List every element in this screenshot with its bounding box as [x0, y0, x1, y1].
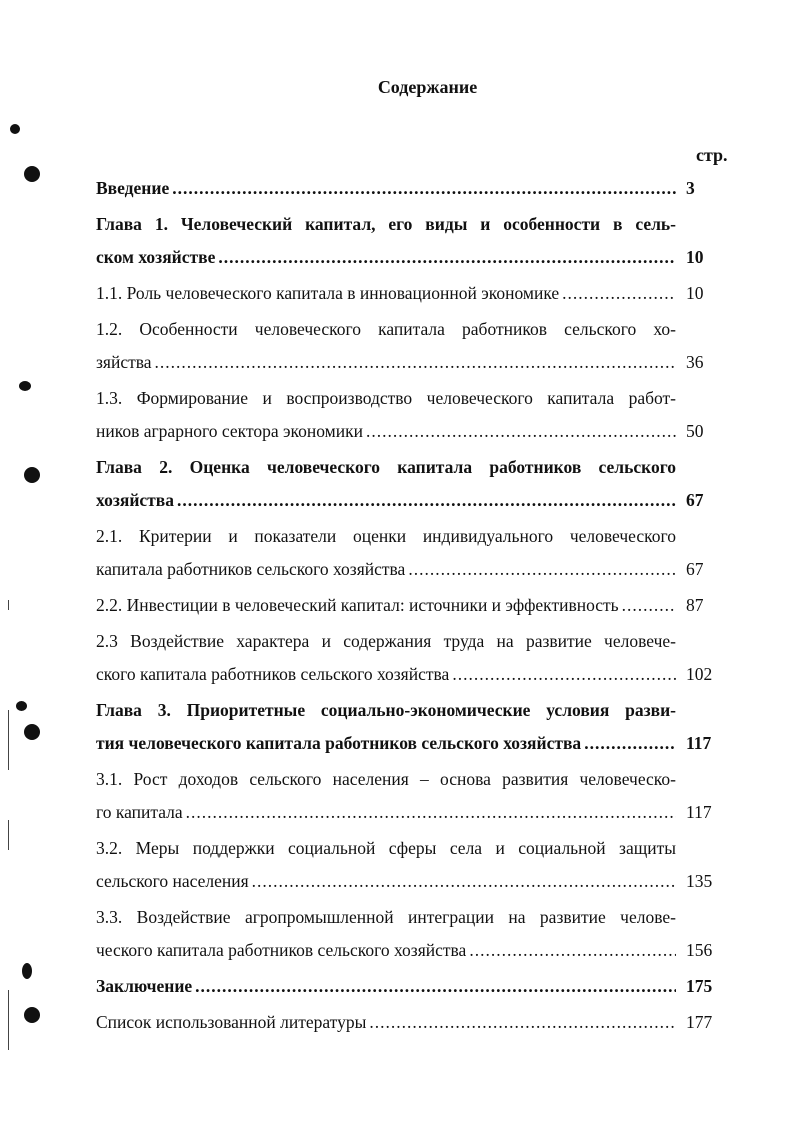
binder-hole-mark — [10, 124, 20, 134]
scan-edge-line — [8, 820, 9, 850]
toc-entry — [96, 901, 726, 967]
toc-entry-line: 3.3. Воздействие агропромышленной интеграции на развитие челове- — [96, 907, 676, 927]
binder-hole-mark — [24, 724, 40, 740]
toc-entry-last-line — [96, 1006, 726, 1039]
toc-entry-text: сельского населения — [96, 871, 249, 891]
toc-entry-line: Глава 1. Человеческий капитал, его виды и особенности в сель- — [96, 214, 676, 234]
toc-entry-last-line — [96, 241, 726, 274]
toc-dot-leader — [366, 415, 676, 448]
toc-dot-leader — [218, 241, 676, 274]
toc-entry-text: тия человеческого капитала работников сельского хозяйства — [96, 733, 582, 753]
toc-entry — [96, 451, 726, 517]
toc-page-number: 102 — [686, 664, 713, 684]
toc-entry — [96, 208, 726, 274]
toc-dot-leader — [562, 277, 676, 310]
toc-entry — [96, 172, 726, 205]
toc-entry-last-line — [96, 589, 726, 622]
toc-entry — [96, 589, 726, 622]
toc-dot-leader — [469, 934, 676, 967]
toc-page-number: 10 — [686, 247, 704, 267]
toc-entry-last-line — [96, 553, 726, 586]
toc-entry — [96, 763, 726, 829]
toc-dot-leader — [155, 346, 676, 379]
toc-dot-leader — [195, 970, 676, 1003]
toc-entry-last-line — [96, 346, 726, 379]
toc-page-number: 10 — [686, 283, 704, 303]
toc-entry-last-line — [96, 277, 726, 310]
toc-entry-text: ников аграрного сектора экономики — [96, 421, 363, 441]
toc-entry-text: 1.1. Роль человеческого капитала в инновационной экономике — [96, 283, 560, 303]
toc-page-number: 135 — [686, 871, 713, 891]
toc-page-number: 3 — [686, 178, 695, 198]
binder-hole-mark — [24, 166, 40, 182]
toc-entry-last-line — [96, 796, 726, 829]
toc-entry-last-line — [96, 172, 726, 205]
toc-entry — [96, 625, 726, 691]
toc-entry — [96, 970, 726, 1003]
toc-dot-leader — [369, 1006, 676, 1039]
toc-entry-text: го капитала — [96, 802, 183, 822]
toc-entry-line: 2.3 Воздействие характера и содержания труда на развитие человече- — [96, 631, 676, 651]
toc-page-number: 177 — [686, 1012, 713, 1032]
toc-entry-line: 2.1. Критерии и показатели оценки индивидуального человеческого — [96, 526, 676, 546]
scan-edge-line — [8, 600, 9, 610]
toc-entry-text: хозяйства — [96, 490, 174, 510]
toc-page-number: 117 — [686, 733, 712, 753]
toc-entry-line: Глава 2. Оценка человеческого капитала работников сельского — [96, 457, 676, 477]
toc-entry-last-line — [96, 484, 726, 517]
toc-entry-line: Глава 3. Приоритетные социально-экономические условия разви- — [96, 700, 676, 720]
toc-entry-text: ческого капитала работников сельского хозяйства — [96, 940, 467, 960]
toc-page-number: 87 — [686, 595, 704, 615]
toc-dot-leader — [186, 796, 676, 829]
toc-entry-text: зяйства — [96, 352, 152, 372]
toc-entry-line: 3.2. Меры поддержки социальной сферы села и социальной защиты — [96, 838, 676, 858]
toc-entry — [96, 520, 726, 586]
toc-entry — [96, 832, 726, 898]
toc-page-number: 67 — [686, 490, 704, 510]
toc-dot-leader — [452, 658, 676, 691]
toc-entry-text: Список использованной литературы — [96, 1012, 367, 1032]
toc-entry — [96, 694, 726, 760]
toc-entry-line: 3.1. Рост доходов сельского населения – основа развития человеческо- — [96, 769, 676, 789]
scan-edge-line — [8, 710, 9, 770]
binder-hole-mark — [19, 381, 31, 391]
toc-dot-leader — [172, 172, 676, 205]
toc-entry-last-line — [96, 865, 726, 898]
toc-page-number: 156 — [686, 940, 713, 960]
toc-page-number: 36 — [686, 352, 704, 372]
toc-entry-line: 1.3. Формирование и воспроизводство человеческого капитала работ- — [96, 388, 676, 408]
toc-dot-leader — [622, 589, 676, 622]
binder-hole-mark — [16, 701, 27, 711]
toc-entry — [96, 382, 726, 448]
toc-entry-last-line — [96, 934, 726, 967]
scan-edge-line — [8, 990, 9, 1050]
toc-dot-leader — [408, 553, 676, 586]
toc-entry-text: Заключение — [96, 976, 193, 996]
toc-page-number: 67 — [686, 559, 704, 579]
toc-entry-line: 1.2. Особенности человеческого капитала работников сельского хо- — [96, 319, 676, 339]
toc-entry-text: 2.2. Инвестиции в человеческий капитал: источники и эффективность — [96, 595, 619, 615]
toc-entry-last-line — [96, 658, 726, 691]
toc-entry-last-line — [96, 727, 726, 760]
toc-entry-text: ском хозяйстве — [96, 247, 216, 267]
page-column-label: стр. — [696, 145, 728, 165]
toc-page-number: 117 — [686, 802, 712, 822]
toc-entry — [96, 277, 726, 310]
toc-page-number: 50 — [686, 421, 704, 441]
toc-entry-last-line — [96, 970, 726, 1003]
toc-entry-text: ского капитала работников сельского хозяйства — [96, 664, 450, 684]
toc-entry-last-line — [96, 415, 726, 448]
toc-dot-leader — [584, 727, 676, 760]
binder-hole-mark — [24, 1007, 40, 1023]
toc-page-number: 175 — [686, 976, 713, 996]
toc-dot-leader — [177, 484, 676, 517]
toc-entry — [96, 313, 726, 379]
binder-hole-mark — [22, 963, 32, 979]
toc-entry-text: Введение — [96, 178, 170, 198]
page-title: Содержание — [377, 77, 478, 97]
binder-hole-mark — [24, 467, 40, 483]
toc-entry-text: капитала работников сельского хозяйства — [96, 559, 406, 579]
table-of-contents — [96, 172, 726, 1042]
toc-dot-leader — [252, 865, 676, 898]
toc-entry — [96, 1006, 726, 1039]
